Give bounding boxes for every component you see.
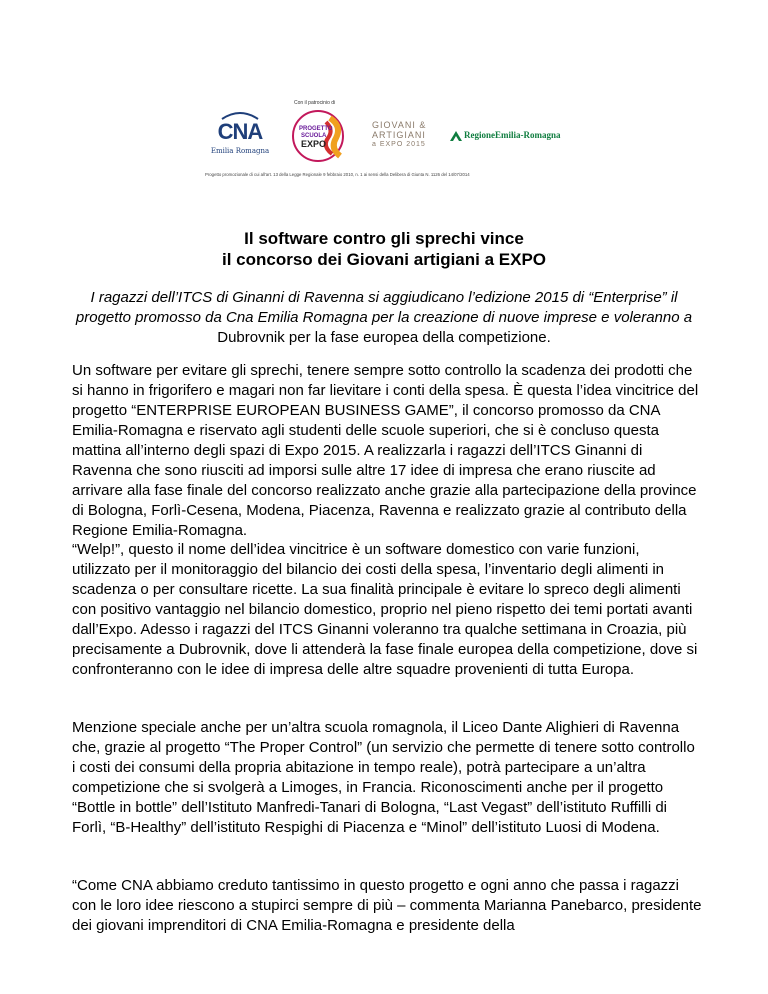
progetto-scuola-expo-logo [290,108,346,164]
logo-header [210,100,561,182]
giovani-line1: GIOVANI & [372,120,427,130]
progetto-line1: PROGETTO [299,126,333,132]
subtitle-italic: I ragazzi dell’ITCS di Ginanni di Ravenna si aggiudicano l’edizione 2015 di “Enterprise” il progetto promosso da Cna Emilia Romagna per la creazione di nuove imprese e voleranno a [75,289,693,326]
giovani-line2: ARTIGIANI [372,130,426,140]
cna-mark: CNA [217,119,263,144]
subtitle-normal: Dubrovnik per la fase europea della competizione. [217,329,551,346]
giovani-line3: a EXPO 2015 [372,141,426,148]
title-line-1: Il software contro gli sprechi vince [244,229,524,248]
paragraph-2: “Welp!”, questo il nome dell’idea vincitrice è un software domestico con varie funzioni, utilizzato per il monitoraggio del bilancio dei costi della spesa, l’inventario degli alimenti in scadenza o per consultare ricette. La sua finalità principale è evitare lo spreco degli alimenti con positivo vantaggio nel bilancio domestico, proprio nel pieno rispetto dei temi portati avanti dall’Expo. Adesso i ragazzi del ITCS Ginanni voleranno tra qualche settimana in Croazia, più precisamente a Dubrovnik, dove li attenderà la fase finale europea della competizione, dove si confronteranno con le idee di impresa delle altre squadre provenienti di tutta Europa. [72,541,698,678]
paragraph-3: Menzione speciale anche per un’altra scuola romagnola, il Liceo Dante Alighieri di Ravenna che, grazie al progetto “The Proper Control” (un servizio che permette di tenere sotto controllo i costi dei consumi della propria abitazione in tempo reale), potrà partecipare a un’altra competizione che si svolgerà a Limoges, in Francia. Riconoscimenti anche per il progetto “Bottle in bottle” dell’Istituto Manfredi-Tanari di Bologna, “Last Vegast” dell’istituto Ruffilli di Forlì, “B-Healthy” dell’istituto Respighi di Piacenza e “Minol” dell’istituto Luosi di Modena. [72,719,695,836]
partner-caption: Con il patrocinio di [294,100,336,106]
cna-logo [210,110,270,166]
regione-mark-icon [450,130,462,142]
progetto-line3: EXPO [301,139,327,149]
regione-logo [450,130,560,144]
regione-text: RegioneEmilia-Romagna [464,130,561,140]
giovani-artigiani-logo [372,120,442,150]
paragraph-1: Un software per evitare gli sprechi, tenere sempre sotto controllo la scadenza dei prodotti che si hanno in frigorifero e magari non far lievitare i conti della spesa. È questa l’idea vincitrice del progetto “ENTERPRISE EUROPEAN BUSINESS GAME”, il concorso promosso da CNA Emilia-Romagna e riservato agli studenti delle scuole superiori, che si è concluso questa mattina all’interno degli spazi di Expo 2015. A realizzarla i ragazzi dell’ITCS Ginanni di Ravenna che sono riusciti ad imporsi sulle altre 17 idee di impresa che erano riuscite ad arrivare alla fase finale del concorso realizzato anche grazie alla partecipazione della province di Bologna, Forlì-Cesena, Modena, Piacenza, Ravenna e realizzato grazie al contributo della Regione Emilia-Romagna. [72,362,699,539]
title-line-2: il concorso dei Giovani artigiani a EXPO [221,250,547,269]
subtitle [70,288,698,348]
cna-subtitle: Emilia Romagna [210,147,270,155]
progetto-line2: SCUOLA [301,133,327,139]
header-footnote: Progetto promozionale di cui all'art. 13 della Legge Regionale 9 febbraio 2010, n. 1 ai sensi della Delibera di Giunta N. 1126 del 14/07/2014 [205,172,470,177]
paragraph-4: “Come CNA abbiamo creduto tantissimo in questo progetto e ogni anno che passa i ragazzi con le loro idee riescono a stupirci sempre di più – commenta Marianna Panebarco, presidente dei giovani imprenditori di CNA Emilia-Romagna e presidente della [72,877,702,934]
